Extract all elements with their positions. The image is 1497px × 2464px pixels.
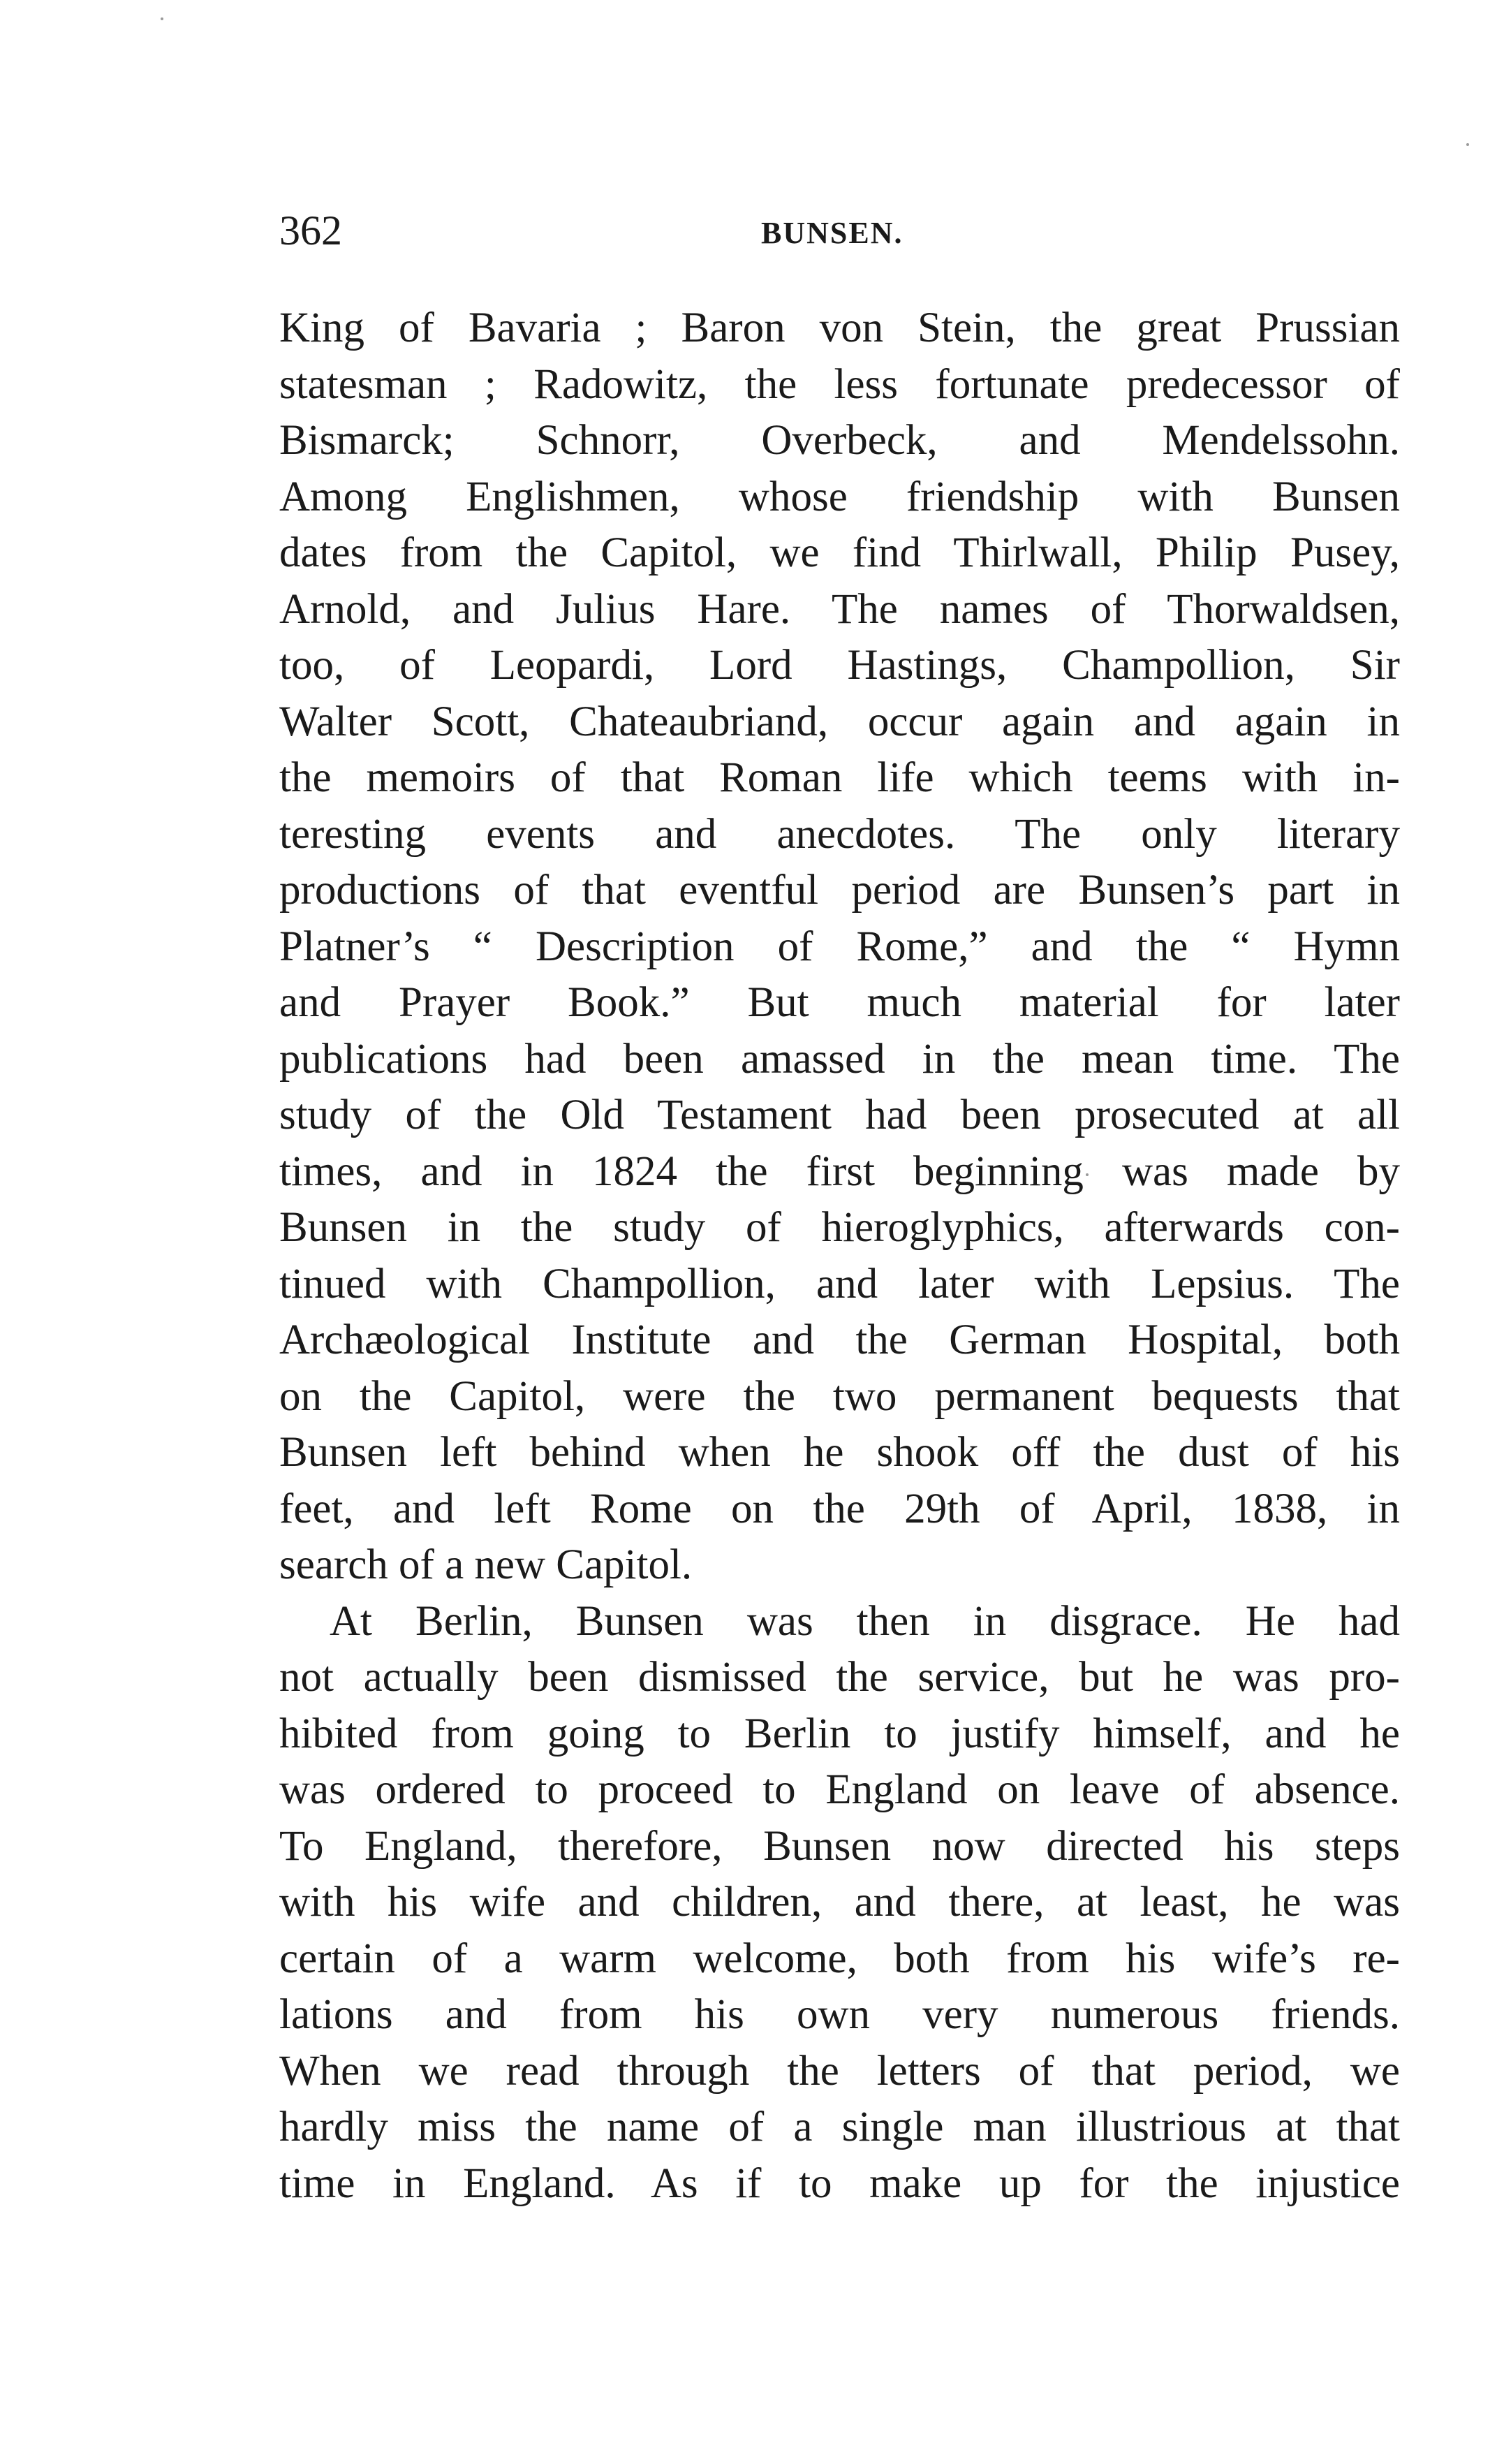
text-line: Archæological Institute and the German Hospital, both — [279, 1317, 1400, 1363]
text-line: too, of Leopardi, Lord Hastings, Champollion, Sir — [279, 642, 1400, 689]
text-line: Walter Scott, Chateaubriand, occur again and again in — [279, 698, 1400, 745]
text-line: Among Englishmen, whose friendship with Bunsen — [279, 473, 1400, 520]
text-line: tinued with Champollion, and later with Lepsius. The — [279, 1260, 1400, 1307]
text-line: Platner’s “ Description of Rome,” and the “ Hymn — [279, 923, 1400, 970]
text-line: was ordered to proceed to England on leave of absence. — [279, 1766, 1400, 1813]
text-line: At Berlin, Bunsen was then in disgrace. He had — [330, 1597, 1400, 1645]
running-head: BUNSEN. — [761, 216, 904, 250]
text-line: on the Capitol, were the two permanent bequests that — [279, 1372, 1400, 1420]
paragraph-2 — [279, 1594, 1400, 2213]
paper-speck — [161, 17, 163, 20]
page-header — [279, 203, 1396, 258]
page-number: 362 — [279, 207, 342, 254]
text-line: dates from the Capitol, we find Thirlwall, Philip Pusey, — [279, 529, 1400, 576]
text-line: publications had been amassed in the mean time. The — [279, 1035, 1400, 1083]
paragraph-1 — [279, 300, 1400, 1594]
text-line: study of the Old Testament had been prosecuted at all — [279, 1092, 1400, 1138]
text-line: hibited from going to Berlin to justify himself, and he — [279, 1710, 1400, 1757]
text-line: feet, and left Rome on the 29th of April, 1838, in — [279, 1485, 1400, 1532]
text-line: the memoirs of that Roman life which teems with in- — [279, 754, 1400, 801]
text-line: with his wife and children, and there, at least, he was — [279, 1879, 1400, 1926]
text-line: statesman ; Radowitz, the less fortunate predecessor of — [279, 360, 1400, 408]
text-line: and Prayer Book.” But much material for later — [279, 979, 1400, 1026]
text-line: teresting events and anecdotes. The only literary — [279, 810, 1400, 858]
paper-speck — [1466, 143, 1469, 146]
text-line: productions of that eventful period are Bunsen’s part in — [279, 867, 1400, 914]
text-line: search of a new Capitol. — [279, 1541, 693, 1588]
text-line: certain of a warm welcome, both from his wife’s re- — [279, 1935, 1400, 1982]
text-line: hardly miss the name of a single man illustrious at that — [279, 2104, 1400, 2150]
text-line: lations and from his own very numerous friends. — [279, 1991, 1400, 2038]
text-line: When we read through the letters of that period, we — [279, 2047, 1400, 2095]
text-line: Bismarck; Schnorr, Overbeck, and Mendelssohn. — [279, 417, 1400, 464]
text-line: not actually been dismissed the service, but he was pro- — [279, 1654, 1400, 1701]
text-line: time in England. As if to make up for the injustice — [279, 2159, 1400, 2207]
text-line: King of Bavaria ; Baron von Stein, the great Prussian — [279, 305, 1400, 351]
text-line: times, and in 1824 the first beginning was made by — [279, 1147, 1400, 1195]
text-line: To England, therefore, Bunsen now directed his steps — [279, 1822, 1400, 1870]
body-text — [279, 300, 1400, 2212]
text-line: Bunsen left behind when he shook off the dust of his — [279, 1429, 1400, 1476]
text-line: Bunsen in the study of hieroglyphics, afterwards con- — [279, 1204, 1400, 1251]
text-line: Arnold, and Julius Hare. The names of Thorwaldsen, — [279, 585, 1400, 633]
